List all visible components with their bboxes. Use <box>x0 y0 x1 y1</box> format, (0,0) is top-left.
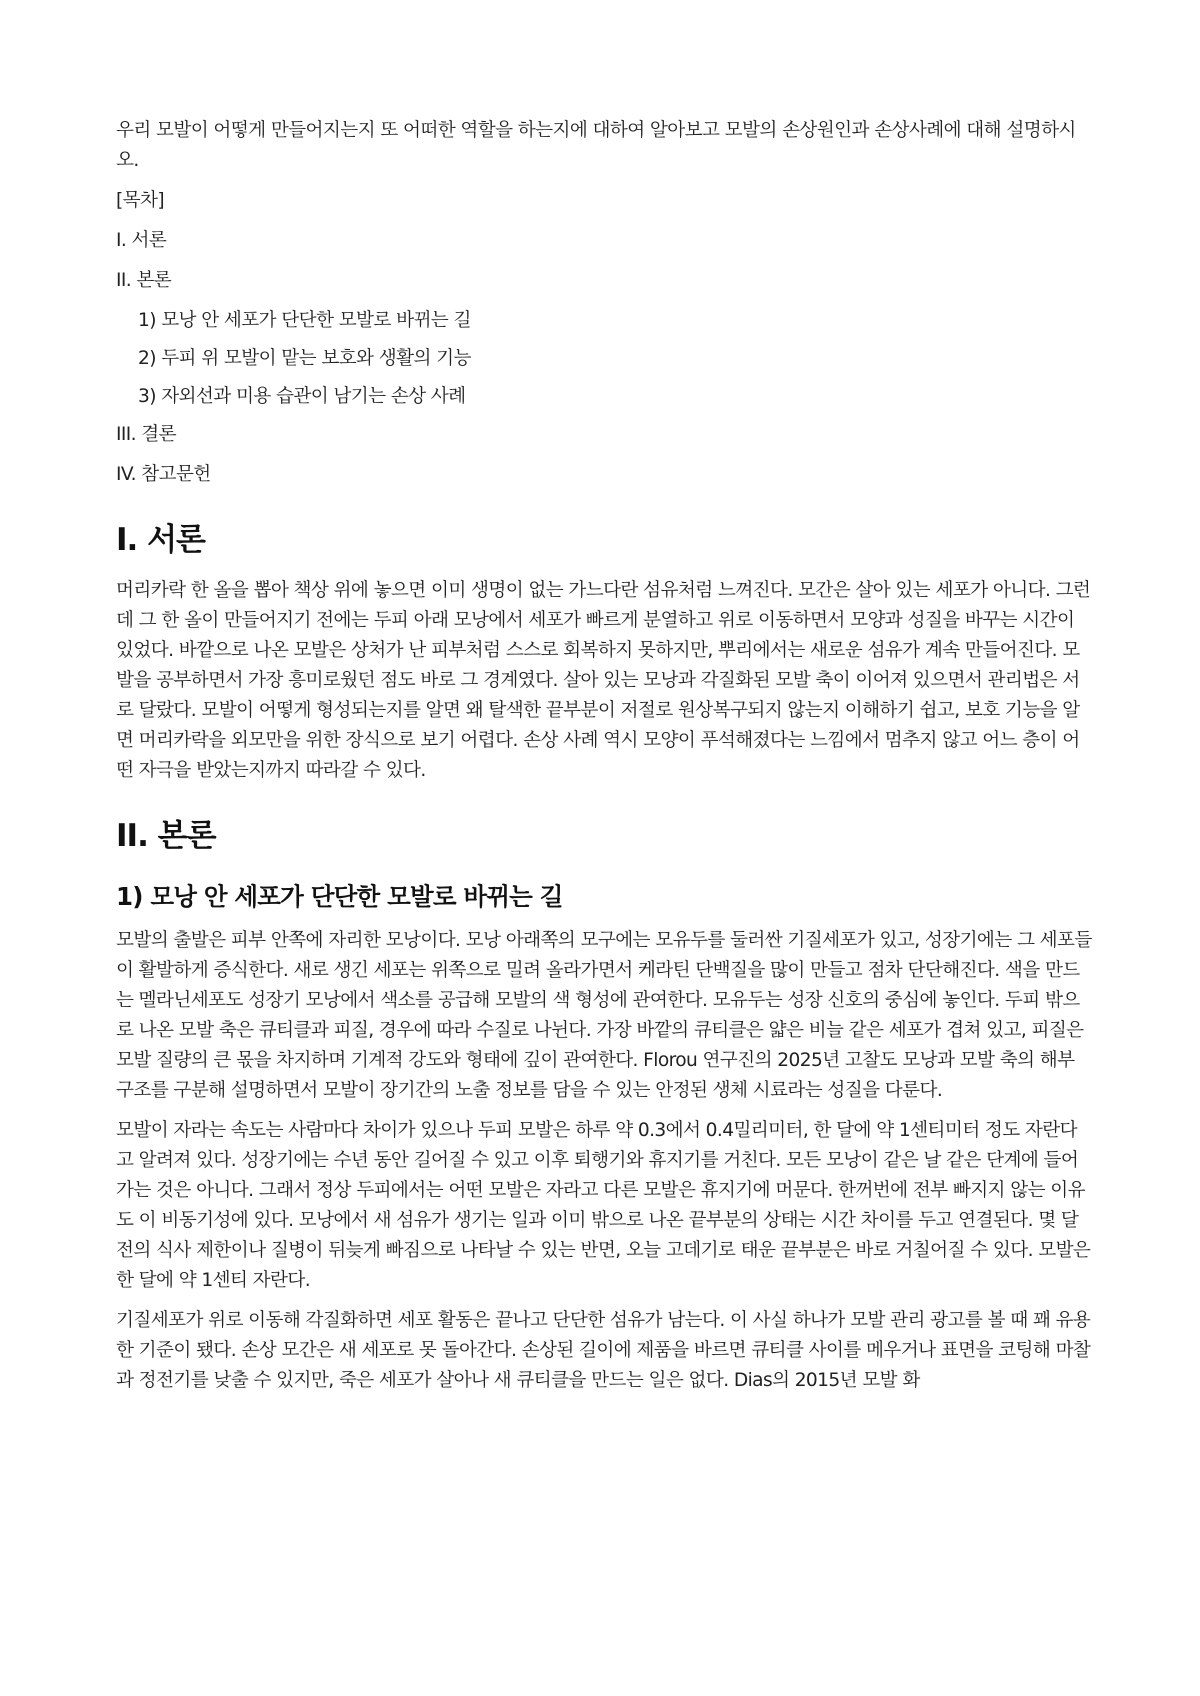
toc-subitem-2: 2) 두피 위 모발이 맡는 보호와 생활의 기능 <box>138 348 471 369</box>
intro-heading: I. 서론 <box>116 522 205 558</box>
toc-heading: [목차] <box>116 190 165 211</box>
toc-item-references: IV. 참고문헌 <box>116 464 211 485</box>
toc-subitem-1: 1) 모낭 안 세포가 단단한 모발로 바뀌는 길 <box>138 310 471 331</box>
body-heading: II. 본론 <box>116 818 216 854</box>
toc-subitem-3: 3) 자외선과 미용 습관이 남기는 손상 사례 <box>138 386 466 407</box>
section-1-heading: 1) 모낭 안 세포가 단단한 모발로 바뀌는 길 <box>116 882 563 911</box>
toc-item-intro: I. 서론 <box>116 230 167 251</box>
toc-item-conclusion: III. 결론 <box>116 424 176 445</box>
section-1-paragraph-3: 기질세포가 위로 이동해 각질화하면 세포 활동은 끝나고 단단한 섬유가 남는다. 이 사실 하나가 모발 관리 광고를 볼 때 꽤 유용한 기준이 됐다. 손상 모간은 새 세포로 못 돌아간다. 손상된 길이에 제품을 바르면 큐티클 사이를 메우거나 표면을 코팅해 마찰과 정전기를 낮출 수 있지만, 죽은 세포가 살아나 새 큐티클을 만드는 일은 없다. Dias의 2015년 모발 화 <box>116 1310 1091 1391</box>
intro-paragraph: 머리카락 한 올을 뽑아 책상 위에 놓으면 이미 생명이 없는 가느다란 섬유처럼 느껴진다. 모간은 살아 있는 세포가 아니다. 그런데 그 한 올이 만들어지기 전에는 두피 아래 모낭에서 세포가 빠르게 분열하고 위로 이동하면서 모양과 성질을 바꾸는 시간이 있었다. 바깥으로 나온 모발은 상처가 난 피부처럼 스스로 회복하지 못하지만, 뿌리에서는 새로운 섬유가 계속 만들어진다. 모발을 공부하면서 가장 흥미로웠던 점도 바로 그 경계였다. 살아 있는 모낭과 각질화된 모발 축이 이어져 있으면서 관리법은 서로 달랐다. 모발이 어떻게 형성되는지를 알면 왜 탈색한 끝부분이 저절로 원상복구되지 않는지 이해하기 쉽고, 보호 기능을 알면 머리카락을 외모만을 위한 장식으로 보기 어렵다. 손상 사례 역시 모양이 푸석해졌다는 느낌에서 멈추지 않고 어느 층이 어떤 자극을 받았는지까지 따라갈 수 있다. <box>116 580 1091 781</box>
assignment-prompt: 우리 모발이 어떻게 만들어지는지 또 어떠한 역할을 하는지에 대하여 알아보고 모발의 손상원인과 손상사례에 대해 설명하시오. <box>116 120 1076 171</box>
document-page <box>116 116 1094 1406</box>
section-1-paragraph-2: 모발이 자라는 속도는 사람마다 차이가 있으나 두피 모발은 하루 약 0.3에서 0.4밀리미터, 한 달에 약 1센티미터 정도 자란다고 알려져 있다. 성장기에는 수년 동안 길어질 수 있고 이후 퇴행기와 휴지기를 거친다. 모든 모낭이 같은 날 같은 단계에 들어가는 것은 아니다. 그래서 정상 두피에서는 어떤 모발은 자라고 다른 모발은 휴지기에 머문다. 한꺼번에 전부 빠지지 않는 이유도 이 비동기성에 있다. 모낭에서 새 섬유가 생기는 일과 이미 밖으로 나온 끝부분의 상태는 시간 차이를 두고 연결된다. 몇 달 전의 식사 제한이나 질병이 뒤늦게 빠짐으로 나타날 수 있는 반면, 오늘 고데기로 태운 끝부분은 바로 거칠어질 수 있다. 모발은 한 달에 약 1센티 자란다. <box>116 1120 1091 1291</box>
toc-list <box>116 226 1094 490</box>
table-of-contents <box>116 186 1094 490</box>
section-1-paragraph-1: 모발의 출발은 피부 안쪽에 자리한 모낭이다. 모낭 아래쪽의 모구에는 모유두를 둘러싼 기질세포가 있고, 성장기에는 그 세포들이 활발하게 증식한다. 새로 생긴 세포는 위쪽으로 밀려 올라가면서 케라틴 단백질을 많이 만들고 점차 단단해진다. 색을 만드는 멜라닌세포도 성장기 모낭에서 색소를 공급해 모발의 색 형성에 관여한다. 모유두는 성장 신호의 중심에 놓인다. 두피 밖으로 나온 모발 축은 큐티클과 피질, 경우에 따라 수질로 나뉜다. 가장 바깥의 큐티클은 얇은 비늘 같은 세포가 겹쳐 있고, 피질은 모발 질량의 큰 몫을 차지하며 기계적 강도와 형태에 깊이 관여한다. Florou 연구진의 2025년 고찰도 모낭과 모발 축의 해부 구조를 구분해 설명하면서 모발이 장기간의 노출 정보를 담을 수 있는 안정된 생체 시료라는 성질을 다룬다. <box>116 930 1092 1101</box>
toc-item-body: II. 본론 <box>116 270 172 291</box>
